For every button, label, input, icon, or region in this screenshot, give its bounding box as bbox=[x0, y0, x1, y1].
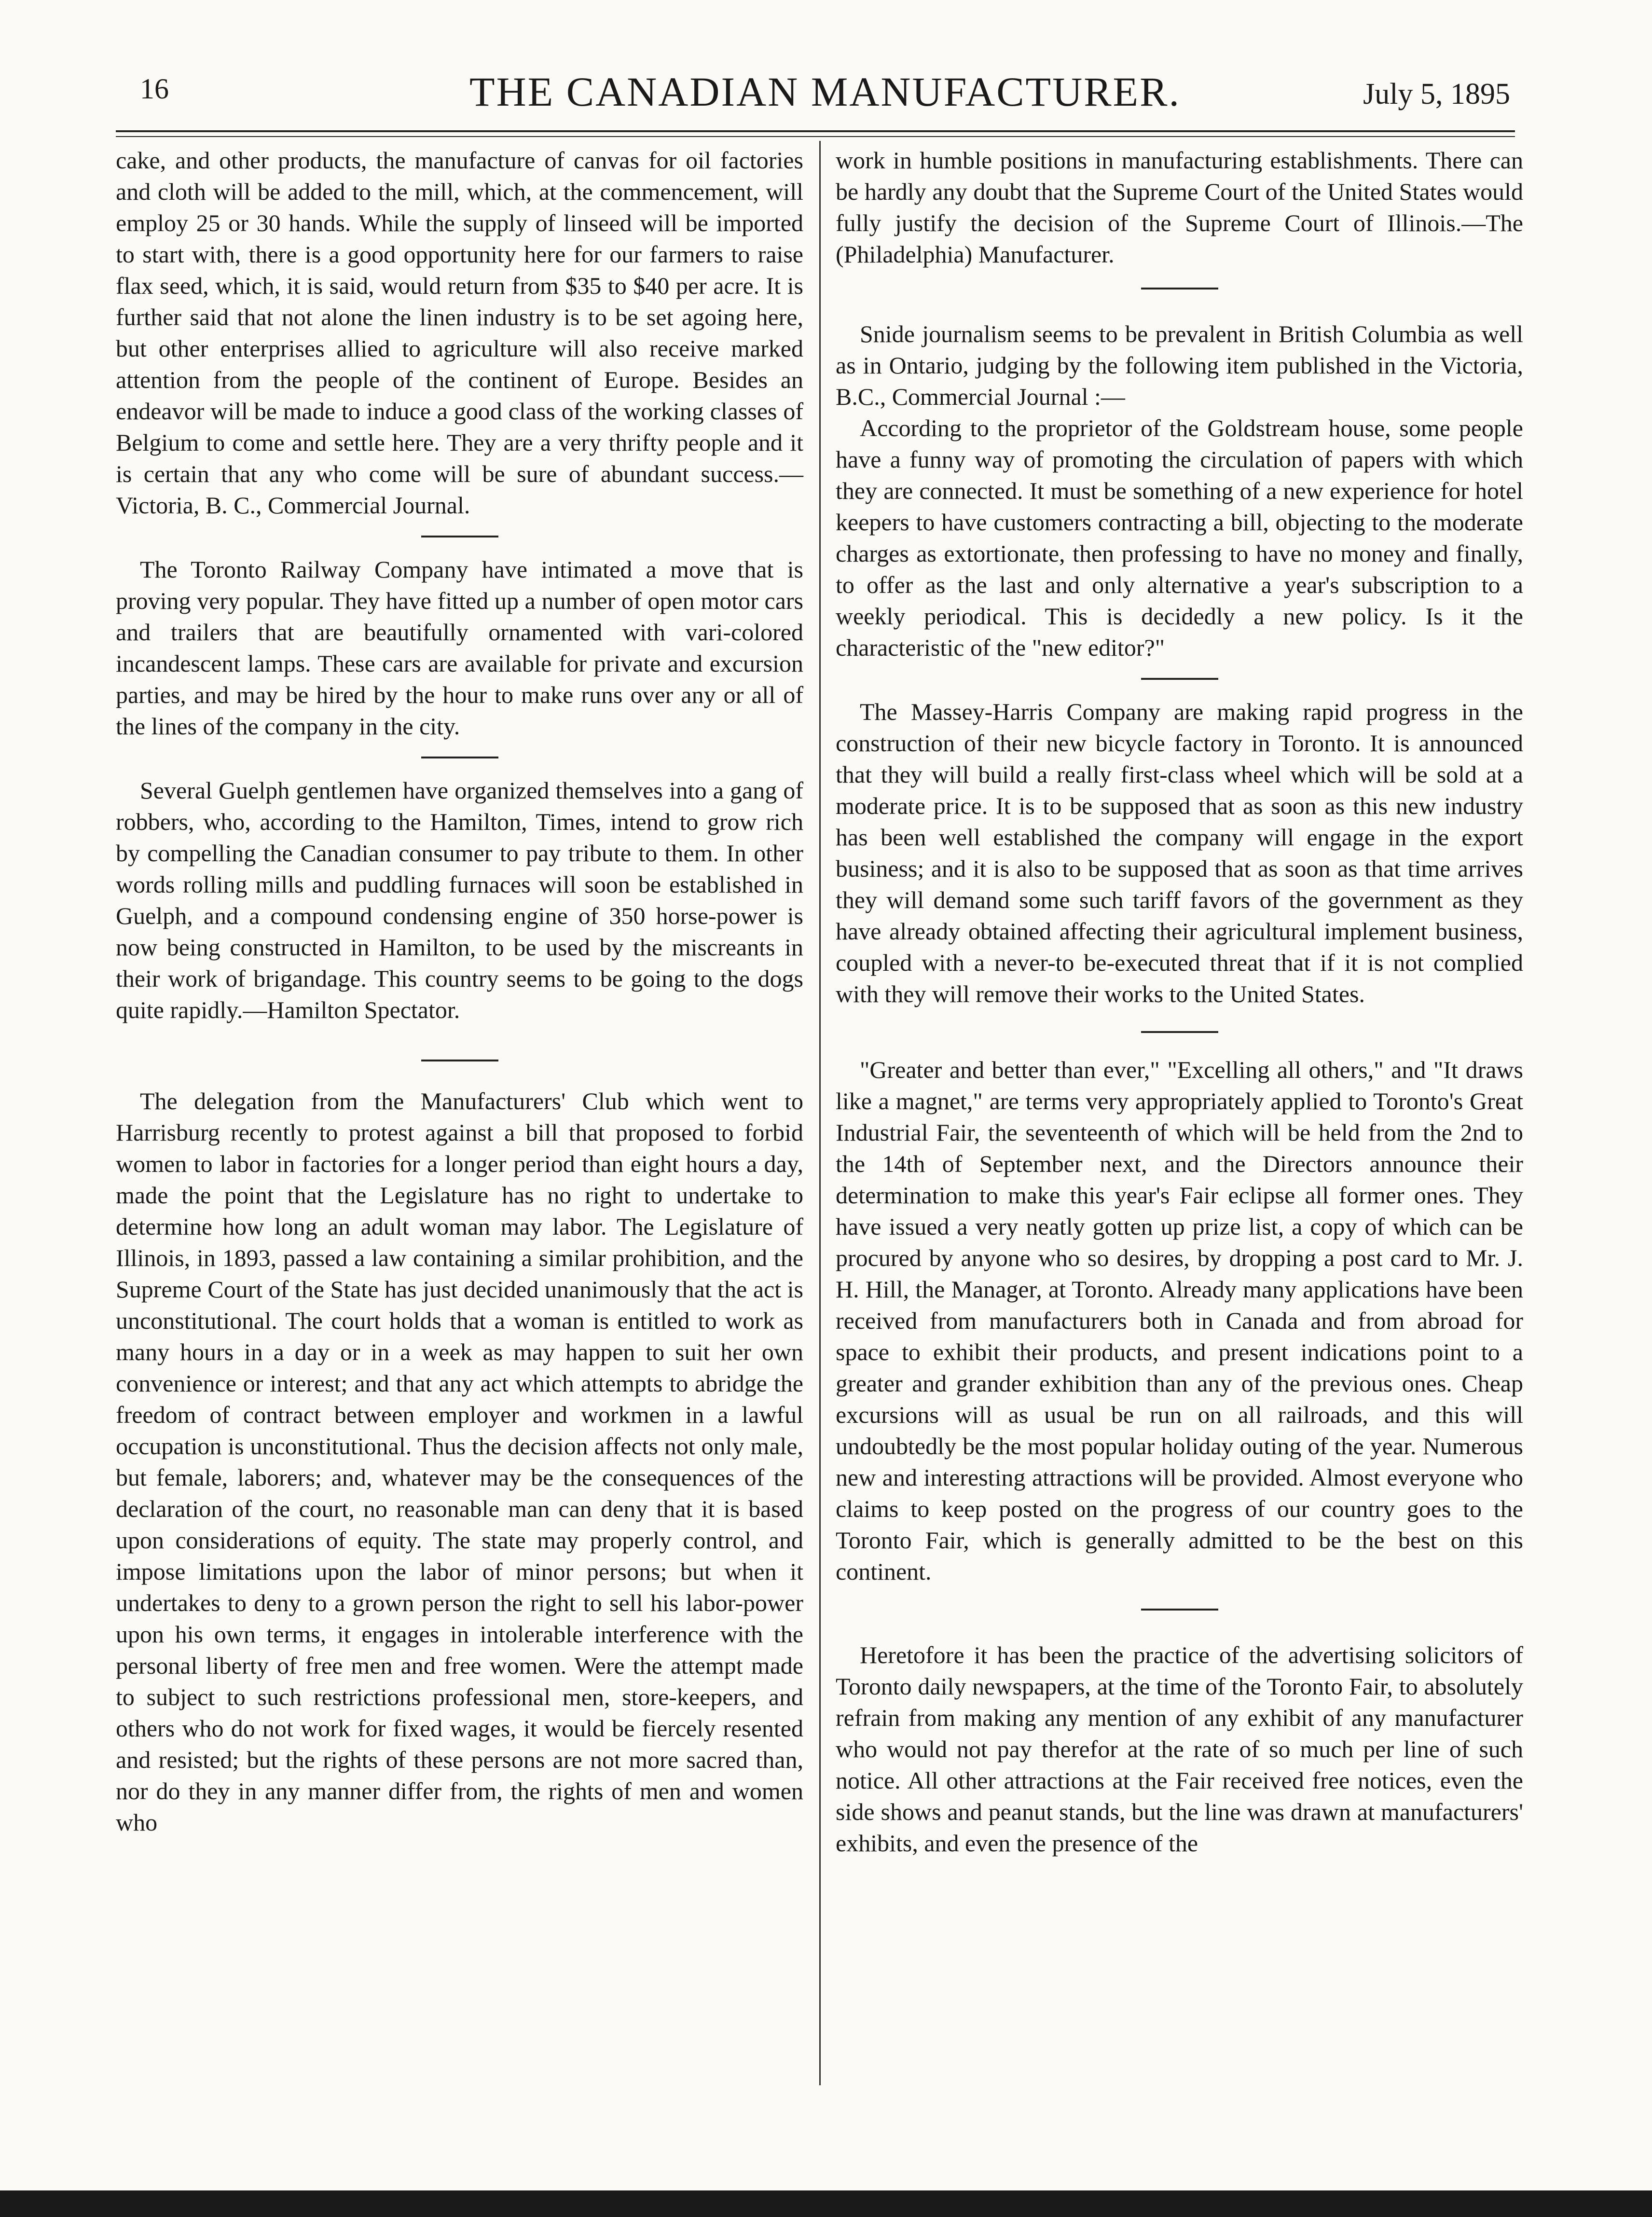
article-separator bbox=[1141, 1031, 1218, 1033]
masthead-title: THE CANADIAN MANUFACTURER. bbox=[469, 69, 1181, 115]
article-paragraph: The delegation from the Manufacturers' Club which went to Harrisburg recently to protest against a bill that proposed to forbid women to labor in factories for a longer period than eight hours a day, made the point that the Legislature has no right to undertake to determine how long an adult woman may labor. The Legislature of Illinois, in 1893, passed a law containing a similar prohibition, and the Supreme Court of the State has just decided unanimously that the act is unconstitutional. The court holds that a woman is entitled to work as many hours in a day or in a week as may happen to suit her own convenience or interest; and that any act which attempts to abridge the freedom of contract between employer and workmen in a lawful occupation is unconstitutional. Thus the decision affects not only male, but female, laborers; and, whatever may be the consequences of the declaration of the court, no reasonable man can deny that it is based upon considerations of equity. The state may properly control, and impose limitations upon the labor of minor persons; but when it undertakes to deny to a grown person the right to sell his labor-power upon his own terms, it engages in intolerable interference with the personal liberty of free men and free women. Were the attempt made to subject to such restrictions professional men, store-keepers, and others who do not work for fixed wages, it would be fiercely resented and resisted; but the rights of these persons are not more sacred than, nor do they in any manner differ from, the rights of men and women who bbox=[116, 1088, 803, 1836]
page-header bbox=[140, 68, 1510, 125]
left-column bbox=[116, 145, 803, 1838]
article-separator bbox=[1141, 288, 1218, 289]
article-separator bbox=[421, 757, 498, 758]
article-paragraph: The Toronto Railway Company have intimated a move that is proving very popular. They have fitted up a number of open motor cars and trailers that are beautifully ornamented with vari-colored incandescent lamps. These cars are available for private and excursion parties, and may be hired by the hour to make runs over any or all of the lines of the company in the city. bbox=[116, 556, 803, 740]
article-separator bbox=[421, 536, 498, 537]
article-paragraph: work in humble positions in manufacturing establishments. There can be hardly any doubt that the Supreme Court of the United States would fully justify the decision of the Supreme Court of Illinois.—The (Philadelphia) Manufacturer. bbox=[836, 147, 1523, 268]
article-paragraph: Several Guelph gentlemen have organized themselves into a gang of robbers, who, according to the Hamilton, Times, intend to grow rich by compelling the Canadian consumer to pay tribute to them. In other words rolling mills and puddling furnaces will soon be established in Guelph, and a compound condensing engine of 350 horse-power is now being constructed in Hamilton, to be used by the miscreants in their work of brigandage. This country seems to be going to the dogs quite rapidly.—Hamilton Spectator. bbox=[116, 777, 803, 1023]
page-number: 16 bbox=[140, 73, 169, 105]
article-separator bbox=[421, 1060, 498, 1061]
article-paragraph: The Massey-Harris Company are making rapid progress in the construction of their new bicycle factory in Toronto. It is announced that they will build a really first-class wheel which will be sold at a moderate price. It is to be supposed that as soon as this new industry has been well established the company will engage in the export business; and it is also to be supposed that as soon as that time arrives they will demand some such tariff favors of the government as they have already obtained affecting their agricultural implement business, coupled with a never-to be-executed threat that if it is not complied with they will remove their works to the United States. bbox=[836, 698, 1523, 1007]
article-paragraph: Heretofore it has been the practice of the advertising solicitors of Toronto daily newspapers, at the time of the Toronto Fair, to absolutely refrain from making any mention of any exhibit of any manufacturer who would not pay therefor at the rate of so much per line of such notice. All other attractions at the Fair received free notices, even the side shows and peanut stands, but the line was drawn at manufacturers' exhibits, and even the presence of the bbox=[836, 1641, 1523, 1857]
article-separator bbox=[1141, 1609, 1218, 1611]
header-rule-top bbox=[116, 130, 1515, 132]
scan-edge bbox=[0, 2190, 1652, 2217]
article-paragraph: "Greater and better than ever," "Excelling all others," and "It draws like a magnet," are terms very appropriately applied to Toronto's Great Industrial Fair, the seventeenth of which will be held from the 2nd to the 14th of September next, and the Directors announce their determination to make this year's Fair eclipse all former ones. They have issued a very neatly gotten up prize list, a copy of which can be procured by anyone who so desires, by dropping a post card to Mr. J. H. Hill, the Manager, at Toronto. Already many applications have been received from manufacturers both in Canada and from abroad for space to exhibit their products, and present indications point to a greater and grander exhibition than any of the previous ones. Cheap excursions will as usual be run on all railroads, and this will undoubtedly be the most popular holiday outing of the year. Numerous new and interesting attractions will be provided. Almost everyone who claims to keep posted on the progress of our country goes to the Toronto Fair, which is generally admitted to be the best on this continent. bbox=[836, 1056, 1523, 1585]
article-separator bbox=[1141, 678, 1218, 680]
right-column bbox=[836, 145, 1523, 1859]
header-rule-bottom bbox=[116, 136, 1515, 137]
article-quote: According to the proprietor of the Goldstream house, some people have a funny way of promoting the circulation of papers with which they are connected. It must be something of a new experience for hotel keepers to have customers contracting a bill, objecting to the moderate charges as extortionate, then professing to have no money and finally, to offer as the last and only alternative a year's subscription to a weekly periodical. This is decidedly a new policy. Is it the characteristic of the "new editor?" bbox=[836, 414, 1523, 661]
issue-date: July 5, 1895 bbox=[1363, 78, 1510, 110]
article-paragraph: cake, and other products, the manufacture of canvas for oil factories and cloth will be added to the mill, which, at the commencement, will employ 25 or 30 hands. While the supply of linseed will be imported to start with, there is a good opportunity here for our farmers to raise flax seed, which, it is said, would return from $35 to $40 per acre. It is further said that not alone the linen industry is to be set agoing here, but other enterprises allied to agriculture will also receive marked attention from the people of the continent of Europe. Besides an endeavor will be made to induce a good class of the working classes of Belgium to come and settle here. They are a very thrifty people and it is certain that any who come will be sure of abundant success.—Victoria, B. C., Commercial Journal. bbox=[116, 147, 803, 519]
article-paragraph: Snide journalism seems to be prevalent in British Columbia as well as in Ontario, judging by the following item published in the Victoria, B.C., Commercial Journal :— bbox=[836, 320, 1523, 410]
column-divider bbox=[819, 141, 821, 2085]
